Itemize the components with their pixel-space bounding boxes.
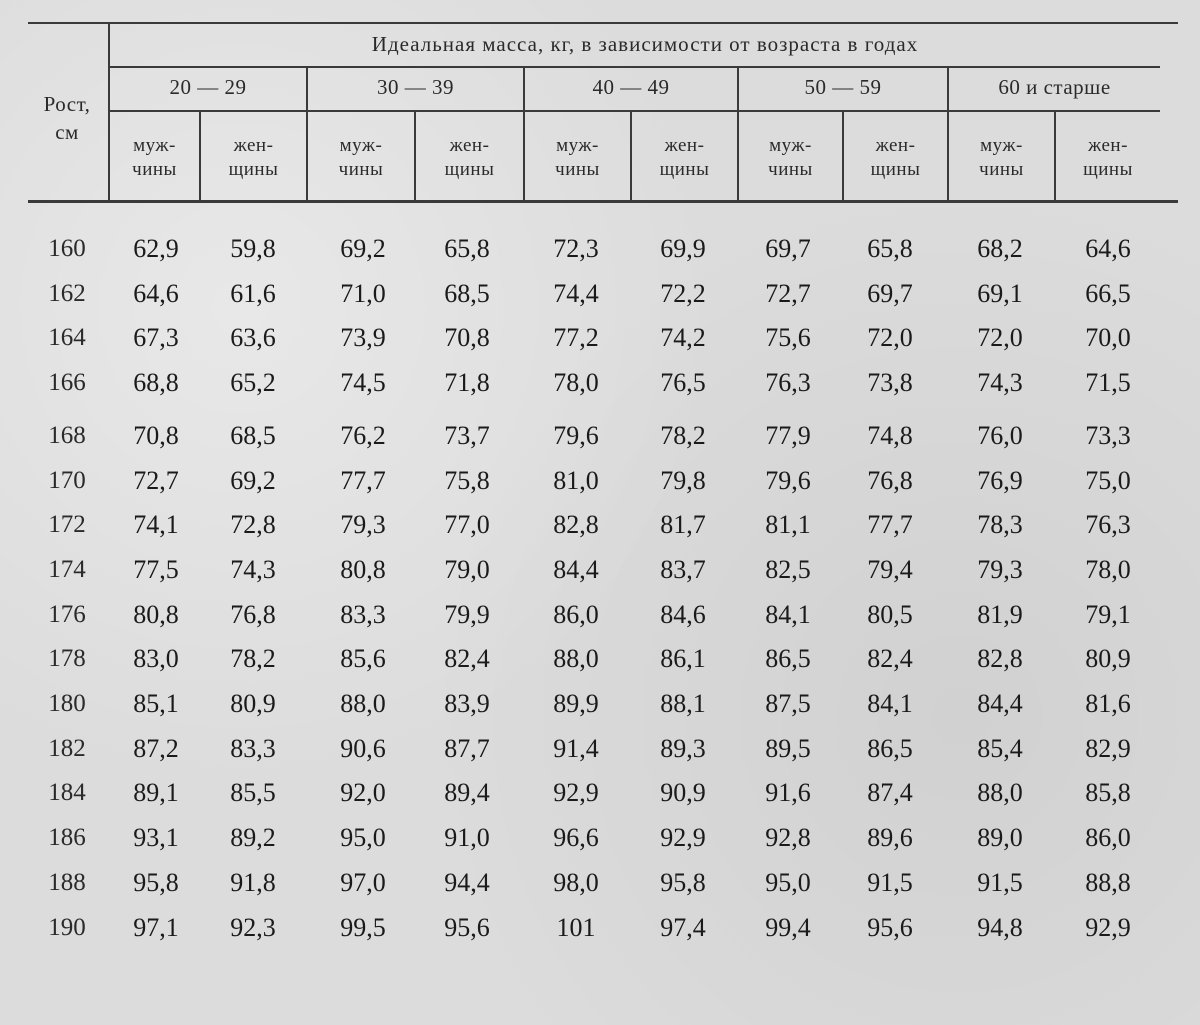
weight-value: 89,1 — [133, 778, 179, 808]
weight-value: 69,7 — [867, 278, 913, 308]
weight-value: 61,6 — [230, 278, 276, 308]
weight-value: 89,9 — [553, 689, 599, 718]
weight-value: 92,9 — [553, 778, 599, 808]
weight-value: 65,8 — [444, 234, 490, 263]
weight-value: 77,2 — [553, 323, 599, 353]
weight-value: 88,0 — [553, 644, 599, 674]
weight-value: 82,5 — [765, 554, 811, 584]
height-value: 188 — [48, 868, 86, 896]
weight-value: 66,5 — [1085, 278, 1131, 308]
weight-value: 75,0 — [1085, 465, 1131, 495]
weight-value: 86,0 — [1085, 823, 1131, 853]
height-value: 178 — [48, 645, 86, 673]
weight-value: 81,0 — [553, 465, 599, 495]
weight-value: 87,4 — [867, 778, 913, 808]
weight-value: 79,6 — [553, 420, 599, 450]
weight-value: 86,0 — [553, 599, 599, 629]
height-value: 164 — [48, 324, 86, 352]
weight-value: 79,8 — [660, 465, 706, 495]
height-value: 162 — [48, 279, 86, 307]
height-value: 190 — [48, 913, 86, 941]
weight-value: 64,6 — [1085, 234, 1131, 263]
weight-value: 74,4 — [553, 278, 599, 308]
weight-value: 83,0 — [133, 644, 179, 674]
weight-value: 78,0 — [553, 368, 599, 398]
weight-value: 96,6 — [553, 823, 599, 853]
height-value: 176 — [48, 600, 86, 628]
weight-value: 72,3 — [553, 234, 599, 263]
weight-value: 88,1 — [660, 689, 706, 718]
weight-value: 59,8 — [230, 234, 276, 263]
weight-value: 68,5 — [444, 278, 490, 308]
main-header: Идеальная масса, кг, в зависимости от возраста в годах — [371, 32, 919, 56]
weight-value: 62,9 — [133, 234, 179, 263]
weight-value: 75,8 — [444, 465, 490, 495]
weight-value: 101 — [556, 912, 596, 942]
weight-value: 87,5 — [765, 689, 811, 718]
weight-value: 99,4 — [765, 912, 811, 942]
weight-value: 91,5 — [867, 867, 913, 897]
weight-value: 98,0 — [553, 867, 599, 897]
weight-value: 89,2 — [230, 823, 276, 853]
weight-value: 85,5 — [230, 778, 276, 808]
weight-value: 73,7 — [444, 420, 490, 450]
weight-value: 68,8 — [133, 368, 179, 398]
weight-value: 99,5 — [340, 912, 386, 942]
weight-value: 78,0 — [1085, 554, 1131, 584]
sex-label-women: жен- щины — [444, 135, 495, 180]
weight-value: 64,6 — [133, 278, 179, 308]
weight-value: 80,5 — [867, 599, 913, 629]
weight-value: 69,7 — [765, 234, 811, 263]
weight-value: 79,9 — [444, 599, 490, 629]
weight-value: 82,4 — [867, 644, 913, 674]
weight-value: 74,3 — [977, 368, 1023, 398]
weight-value: 75,6 — [765, 323, 811, 353]
weight-value: 79,4 — [867, 554, 913, 584]
weight-value: 77,7 — [867, 510, 913, 540]
weight-value: 69,1 — [977, 278, 1023, 308]
weight-value: 80,9 — [1085, 644, 1131, 674]
weight-value: 72,0 — [977, 323, 1023, 353]
age-group-60-plus: 60 и старше — [998, 75, 1111, 99]
weight-value: 88,0 — [340, 689, 386, 718]
weight-value: 82,4 — [444, 644, 490, 674]
weight-value: 72,0 — [867, 323, 913, 353]
weight-value: 82,9 — [1085, 733, 1131, 763]
weight-value: 71,8 — [444, 368, 490, 398]
weight-value: 70,0 — [1085, 323, 1131, 353]
weight-value: 83,3 — [230, 733, 276, 763]
weight-value: 83,3 — [340, 599, 386, 629]
weight-value: 72,2 — [660, 278, 706, 308]
weight-value: 70,8 — [444, 323, 490, 353]
weight-value: 95,8 — [660, 867, 706, 897]
weight-value: 71,5 — [1085, 368, 1131, 398]
sex-label-men: муж- чины — [338, 135, 384, 180]
height-column-header: Рост, см — [43, 92, 91, 144]
weight-value: 84,1 — [765, 599, 811, 629]
weight-value: 79,3 — [340, 510, 386, 540]
weight-value: 79,0 — [444, 554, 490, 584]
weight-value: 81,6 — [1085, 689, 1131, 718]
weight-value: 84,4 — [553, 554, 599, 584]
height-value: 168 — [48, 421, 86, 449]
weight-value: 76,9 — [977, 465, 1023, 495]
weight-value: 91,4 — [553, 733, 599, 763]
weight-value: 65,2 — [230, 368, 276, 398]
weight-value: 68,5 — [230, 420, 276, 450]
weight-value: 86,5 — [765, 644, 811, 674]
weight-value: 72,8 — [230, 510, 276, 540]
weight-value: 69,9 — [660, 234, 706, 263]
weight-value: 76,5 — [660, 368, 706, 398]
height-value: 170 — [48, 466, 86, 494]
weight-value: 90,9 — [660, 778, 706, 808]
weight-value: 76,3 — [1085, 510, 1131, 540]
weight-value: 71,0 — [340, 278, 386, 308]
sex-label-women: жен- щины — [1083, 135, 1133, 180]
weight-value: 85,6 — [340, 644, 386, 674]
sex-label-women: жен- щины — [228, 135, 279, 180]
weight-value: 83,7 — [660, 554, 706, 584]
weight-value: 88,8 — [1085, 867, 1131, 897]
weight-value: 80,8 — [340, 554, 386, 584]
weight-value: 94,8 — [977, 912, 1023, 942]
weight-value: 74,8 — [867, 420, 913, 450]
weight-value: 69,2 — [340, 234, 386, 263]
weight-value: 92,8 — [765, 823, 811, 853]
weight-value: 74,5 — [340, 368, 386, 398]
weight-value: 85,8 — [1085, 778, 1131, 808]
weight-value: 91,5 — [977, 867, 1023, 897]
weight-value: 89,0 — [977, 823, 1023, 853]
sex-label-women: жен- щины — [870, 135, 921, 180]
weight-value: 84,4 — [977, 689, 1023, 718]
weight-value: 76,3 — [765, 368, 811, 398]
weight-value: 95,8 — [133, 867, 179, 897]
weight-value: 69,2 — [230, 465, 276, 495]
weight-value: 91,0 — [444, 823, 490, 853]
weight-value: 77,7 — [340, 465, 386, 495]
weight-value: 81,9 — [977, 599, 1023, 629]
weight-value: 72,7 — [765, 278, 811, 308]
weight-value: 79,3 — [977, 554, 1023, 584]
weight-value: 90,6 — [340, 733, 386, 763]
weight-value: 97,0 — [340, 867, 386, 897]
weight-value: 86,5 — [867, 733, 913, 763]
weight-value: 82,8 — [553, 510, 599, 540]
weight-value: 74,1 — [133, 510, 179, 540]
age-group-30-39: 30 — 39 — [377, 75, 454, 99]
weight-value: 78,2 — [230, 644, 276, 674]
sex-label-men: муж- чины — [768, 135, 813, 180]
weight-value: 92,3 — [230, 912, 276, 942]
weight-value: 72,7 — [133, 465, 179, 495]
weight-value: 84,1 — [867, 689, 913, 718]
age-group-20-29: 20 — 29 — [169, 75, 247, 99]
height-value: 180 — [48, 690, 86, 717]
weight-value: 80,8 — [133, 599, 179, 629]
weight-value: 78,2 — [660, 420, 706, 450]
weight-value: 81,1 — [765, 510, 811, 540]
height-value: 182 — [48, 734, 86, 762]
weight-value: 87,2 — [133, 733, 179, 763]
height-value: 186 — [48, 824, 86, 852]
weight-value: 73,8 — [867, 368, 913, 398]
height-value: 174 — [48, 555, 86, 583]
weight-value: 95,0 — [765, 867, 811, 897]
weight-value: 73,9 — [340, 323, 386, 353]
age-group-40-49: 40 — 49 — [592, 75, 670, 99]
weight-value: 89,5 — [765, 733, 811, 763]
weight-value: 65,8 — [867, 234, 913, 263]
sex-label-women: жен- щины — [659, 135, 710, 180]
weight-value: 94,4 — [444, 867, 490, 897]
weight-value: 92,0 — [340, 778, 386, 808]
weight-value: 84,6 — [660, 599, 706, 629]
weight-value: 85,1 — [133, 689, 179, 718]
height-value: 184 — [48, 779, 86, 807]
weight-value: 63,6 — [230, 323, 276, 353]
weight-value: 89,3 — [660, 733, 706, 763]
weight-value: 77,9 — [765, 420, 811, 450]
weight-value: 76,0 — [977, 420, 1023, 450]
weight-value: 81,7 — [660, 510, 706, 540]
weight-value: 83,9 — [444, 689, 490, 718]
weight-value: 92,9 — [1085, 912, 1131, 942]
age-group-50-59: 50 — 59 — [804, 75, 882, 99]
weight-value: 74,3 — [230, 554, 276, 584]
weight-value: 95,0 — [340, 823, 386, 853]
weight-value: 91,6 — [765, 778, 811, 808]
weight-value: 89,6 — [867, 823, 913, 853]
weight-value: 92,9 — [660, 823, 706, 853]
weight-value: 91,8 — [230, 867, 276, 897]
sex-label-men: муж- чины — [555, 135, 600, 180]
weight-value: 97,1 — [133, 912, 179, 942]
weight-value: 97,4 — [660, 912, 706, 942]
height-value: 166 — [48, 369, 86, 397]
weight-value: 77,0 — [444, 510, 490, 540]
height-value: 172 — [48, 511, 86, 539]
weight-value: 87,7 — [444, 733, 490, 763]
sex-label-men: муж- чины — [132, 135, 177, 180]
weight-value: 89,4 — [444, 778, 490, 808]
weight-value: 78,3 — [977, 510, 1023, 540]
weight-value: 70,8 — [133, 420, 179, 450]
weight-value: 76,2 — [340, 420, 386, 450]
weight-value: 86,1 — [660, 644, 706, 674]
height-value: 160 — [48, 235, 86, 262]
weight-value: 67,3 — [133, 323, 179, 353]
weight-value: 93,1 — [133, 823, 179, 853]
weight-value: 76,8 — [867, 465, 913, 495]
weight-value: 88,0 — [977, 778, 1023, 808]
weight-value: 77,5 — [133, 554, 179, 584]
weight-value: 80,9 — [230, 689, 276, 718]
sex-label-men: муж- чины — [979, 135, 1024, 180]
weight-value: 79,1 — [1085, 599, 1131, 629]
weight-value: 79,6 — [765, 465, 811, 495]
weight-value: 82,8 — [977, 644, 1023, 674]
weight-value: 73,3 — [1085, 420, 1131, 450]
weight-value: 85,4 — [977, 733, 1023, 763]
weight-value: 95,6 — [867, 912, 913, 942]
weight-value: 68,2 — [977, 234, 1023, 263]
weight-value: 74,2 — [660, 323, 706, 353]
weight-value: 95,6 — [444, 912, 490, 942]
weight-value: 76,8 — [230, 599, 276, 629]
